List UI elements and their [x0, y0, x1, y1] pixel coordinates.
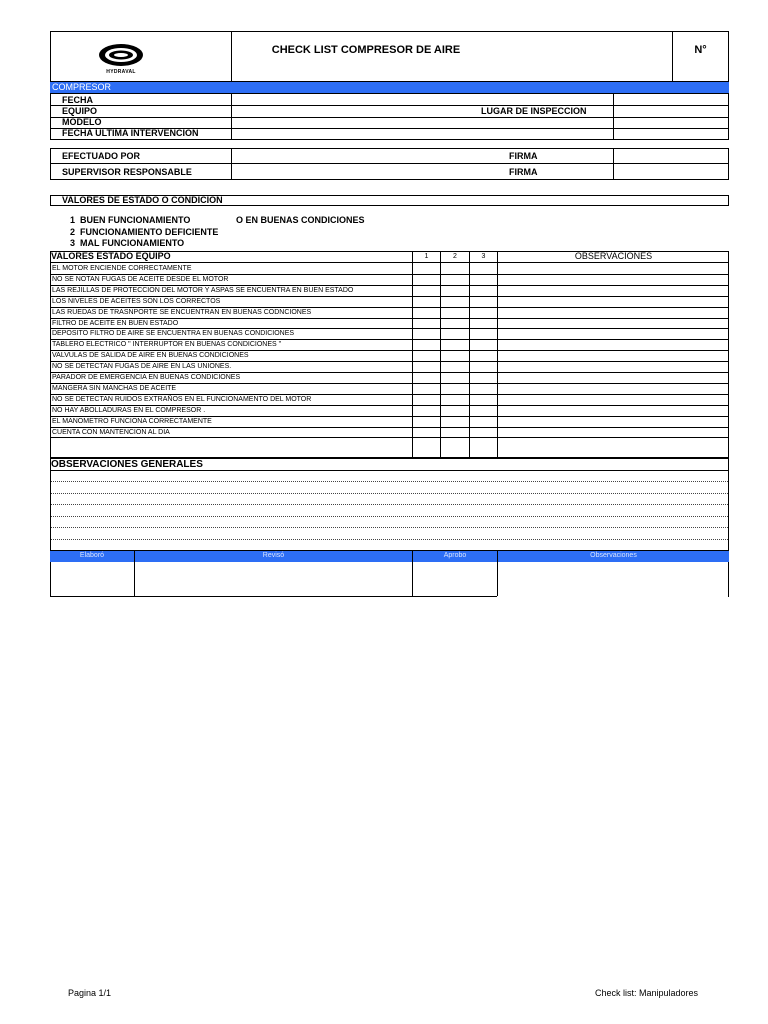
- input-inspection-location[interactable]: [614, 106, 728, 117]
- rating-cell-2[interactable]: [441, 350, 469, 361]
- observation-cell[interactable]: [498, 427, 728, 438]
- rating-cell-3[interactable]: [470, 427, 497, 438]
- input-fecha[interactable]: [232, 94, 612, 105]
- rating-cell-1[interactable]: [413, 296, 440, 307]
- rating-cell-3[interactable]: [470, 416, 497, 427]
- observation-line[interactable]: [51, 504, 728, 505]
- rating-cell-3[interactable]: [470, 350, 497, 361]
- observation-cell[interactable]: [498, 328, 728, 339]
- rating-cell-3[interactable]: [470, 383, 497, 394]
- approval-input-observaciones[interactable]: [498, 563, 728, 596]
- footer-document-name: Check list: Manipuladores: [595, 988, 699, 998]
- rating-cell-3[interactable]: [470, 274, 497, 285]
- checklist-item-label: VALVULAS DE SALIDA DE AIRE EN BUENAS CONDICIONES: [52, 352, 249, 360]
- checklist-item-label: NO SE DETECTAN FUGAS DE AIRE EN LAS UNIONES.: [52, 363, 232, 371]
- observation-line[interactable]: [51, 539, 728, 540]
- condition-item-2: 2 FUNCIONAMIENTO DEFICIENTE: [70, 227, 219, 237]
- rating-cell-2[interactable]: [441, 372, 469, 383]
- input-supervisor[interactable]: [232, 164, 502, 179]
- observation-cell[interactable]: [498, 285, 728, 296]
- observation-cell[interactable]: [498, 383, 728, 394]
- observation-cell[interactable]: [498, 405, 728, 416]
- rating-cell-3[interactable]: [470, 339, 497, 350]
- signature-label-2: FIRMA: [509, 167, 538, 177]
- checklist-item-label: NO HAY ABOLLADURAS EN EL COMPRESOR .: [52, 406, 206, 414]
- field-label-fecha: FECHA: [62, 95, 93, 105]
- logo-text: HYDRAVAL: [106, 69, 136, 75]
- condition-item-3: 3 MAL FUNCIONAMIENTO: [70, 238, 185, 248]
- observation-cell[interactable]: [498, 274, 728, 285]
- rating-cell-2[interactable]: [441, 263, 469, 274]
- observation-cell[interactable]: [498, 318, 728, 329]
- input-equipo[interactable]: [232, 106, 472, 117]
- observation-cell[interactable]: [498, 339, 728, 350]
- checklist-item-label: LOS NIVELES DE ACEITES SON LOS CORRECTOS: [52, 297, 221, 305]
- company-logo: [96, 42, 146, 78]
- checklist-item-label: CUENTA CON MANTENCION AL DIA: [52, 428, 170, 436]
- approval-input-elaboro[interactable]: [51, 563, 134, 596]
- checklist-header: VALORES ESTADO EQUIPO: [51, 251, 171, 261]
- field-label-inspection-location: LUGAR DE INSPECCION: [481, 106, 587, 116]
- rating-cell-1[interactable]: [413, 274, 440, 285]
- column-header-1: 1: [424, 253, 429, 260]
- checklist-item-label: DEPOSITO FILTRO DE AIRE SE ENCUENTRA EN BUENAS CONDICIONES: [52, 330, 295, 338]
- checklist-item-label: MANGERA SIN MANCHAS DE ACEITE: [52, 384, 177, 392]
- compressor-section-label: COMPRESOR: [52, 82, 112, 92]
- document-number-label: N°: [694, 44, 707, 56]
- rating-cell-1[interactable]: [413, 416, 440, 427]
- input-last-intervention[interactable]: [232, 129, 612, 139]
- approval-col-reviso: Revisó: [262, 552, 285, 559]
- observation-cell[interactable]: [498, 361, 728, 372]
- field-label-last-intervention: FECHA ULTIMA INTERVENCION: [62, 128, 199, 138]
- rating-cell-2[interactable]: [441, 394, 469, 405]
- condition-item-1: 1 BUEN FUNCIONAMIENTO: [70, 215, 191, 225]
- signature-label-1: FIRMA: [509, 151, 538, 161]
- rating-cell-1[interactable]: [413, 361, 440, 372]
- observation-cell[interactable]: [498, 372, 728, 383]
- observation-cell[interactable]: [498, 263, 728, 274]
- rating-cell-1[interactable]: [413, 427, 440, 438]
- input-signature-2[interactable]: [614, 164, 728, 179]
- compressor-section-bar: [50, 82, 729, 93]
- page-title: CHECK LIST COMPRESOR DE AIRE: [271, 44, 461, 56]
- rating-cell-2[interactable]: [441, 285, 469, 296]
- rating-cell-3[interactable]: [470, 296, 497, 307]
- performed-by-label: EFECTUADO POR: [62, 151, 141, 161]
- checklist-item-label: NO SE DETECTAN RUIDOS EXTRAÑOS EN EL FUNCIONAMENTO DEL MOTOR: [52, 395, 312, 403]
- rating-cell-1[interactable]: [413, 328, 440, 339]
- checklist-item-label: EL MANOMETRO FUNCIONA CORRECTAMENTE: [52, 417, 212, 425]
- rating-cell-2[interactable]: [441, 339, 469, 350]
- rating-cell-1[interactable]: [413, 405, 440, 416]
- rating-cell-2[interactable]: [441, 307, 469, 318]
- rating-cell-1[interactable]: [413, 285, 440, 296]
- rating-cell-1[interactable]: [413, 263, 440, 274]
- condition-item-alt: O EN BUENAS CONDICIONES: [236, 215, 365, 225]
- gear-logo-icon: [96, 42, 146, 68]
- rating-cell-1[interactable]: [413, 350, 440, 361]
- rating-cell-2[interactable]: [441, 328, 469, 339]
- rating-cell-3[interactable]: [470, 394, 497, 405]
- rating-cell-2[interactable]: [441, 383, 469, 394]
- rating-cell-2[interactable]: [441, 405, 469, 416]
- observation-cell[interactable]: [498, 296, 728, 307]
- observation-cell[interactable]: [498, 394, 728, 405]
- rating-cell-2[interactable]: [441, 361, 469, 372]
- observation-line[interactable]: [51, 527, 728, 528]
- observation-cell[interactable]: [498, 350, 728, 361]
- approval-input-aprobo[interactable]: [413, 563, 497, 596]
- supervisor-label: SUPERVISOR RESPONSABLE: [62, 167, 192, 177]
- rating-cell-1[interactable]: [413, 339, 440, 350]
- field-label-equipo: EQUIPO: [62, 106, 98, 116]
- input-signature-1[interactable]: [614, 149, 728, 163]
- rating-cell-3[interactable]: [470, 405, 497, 416]
- rating-cell-2[interactable]: [441, 318, 469, 329]
- rating-cell-1[interactable]: [413, 372, 440, 383]
- checklist-item-label: PARADOR DE EMERGENCIA EN BUENAS CONDICIONES: [52, 374, 241, 381]
- approval-col-elaboro: Elaboró: [79, 552, 105, 559]
- checklist-item-label: FILTRO DE ACEITE EN BUEN ESTADO: [52, 319, 179, 327]
- rating-cell-1[interactable]: [413, 307, 440, 318]
- rating-cell-3[interactable]: [470, 372, 497, 383]
- approval-col-observaciones: Observaciones: [590, 552, 637, 559]
- rating-cell-1[interactable]: [413, 383, 440, 394]
- observation-cell[interactable]: [498, 307, 728, 318]
- row-divider: [50, 437, 729, 438]
- checklist-item-label: LAS RUEDAS DE TRASNPORTE SE ENCUENTRAN EN BUENAS CODNCIONES: [52, 308, 312, 316]
- observation-line[interactable]: [51, 516, 728, 517]
- rating-cell-3[interactable]: [470, 285, 497, 296]
- rating-cell-3[interactable]: [470, 318, 497, 329]
- rating-cell-1[interactable]: [413, 394, 440, 405]
- input-modelo[interactable]: [232, 118, 612, 128]
- rating-cell-3[interactable]: [470, 361, 497, 372]
- approval-col-aprobo: Aprobo: [443, 552, 467, 559]
- rating-cell-2[interactable]: [441, 296, 469, 307]
- condition-values-title: VALORES DE ESTADO O CONDICION: [62, 195, 223, 205]
- header-box: [50, 31, 729, 82]
- field-label-modelo: MODELO: [62, 117, 102, 127]
- rating-cell-3[interactable]: [470, 307, 497, 318]
- rating-cell-1[interactable]: [413, 318, 440, 329]
- input-performed-by[interactable]: [232, 149, 502, 163]
- footer-page-number: Pagina 1/1: [68, 988, 112, 998]
- checklist-item-label: NO SE NOTAN FUGAS DE ACEITE DESDE EL MOTOR: [52, 275, 229, 283]
- observation-line[interactable]: [51, 493, 728, 494]
- checklist-item-label: LAS REJILLAS DE PROTECCION DEL MOTOR Y ASPAS SE ENCUENTRA EN BUEN ESTADO: [52, 286, 354, 294]
- approval-input-reviso[interactable]: [135, 563, 412, 596]
- checklist-item-label: TABLERO ELECTRICO " INTERRUPTOR EN BUENAS CONDICIONES ": [52, 341, 282, 349]
- general-observations-title: OBSERVACIONES GENERALES: [51, 459, 203, 470]
- observation-line[interactable]: [51, 481, 728, 482]
- rating-cell-2[interactable]: [441, 416, 469, 427]
- column-header-2: 2: [453, 253, 457, 260]
- rating-cell-2[interactable]: [441, 274, 469, 285]
- checklist-item-label: EL MOTOR ENCIENDE CORRECTAMENTE: [52, 265, 192, 272]
- rating-cell-3[interactable]: [470, 263, 497, 274]
- column-header-3: 3: [481, 253, 486, 260]
- rating-cell-3[interactable]: [470, 328, 497, 339]
- observations-header: OBSERVACIONES: [574, 251, 653, 261]
- rating-cell-2[interactable]: [441, 427, 469, 438]
- observation-cell[interactable]: [498, 416, 728, 427]
